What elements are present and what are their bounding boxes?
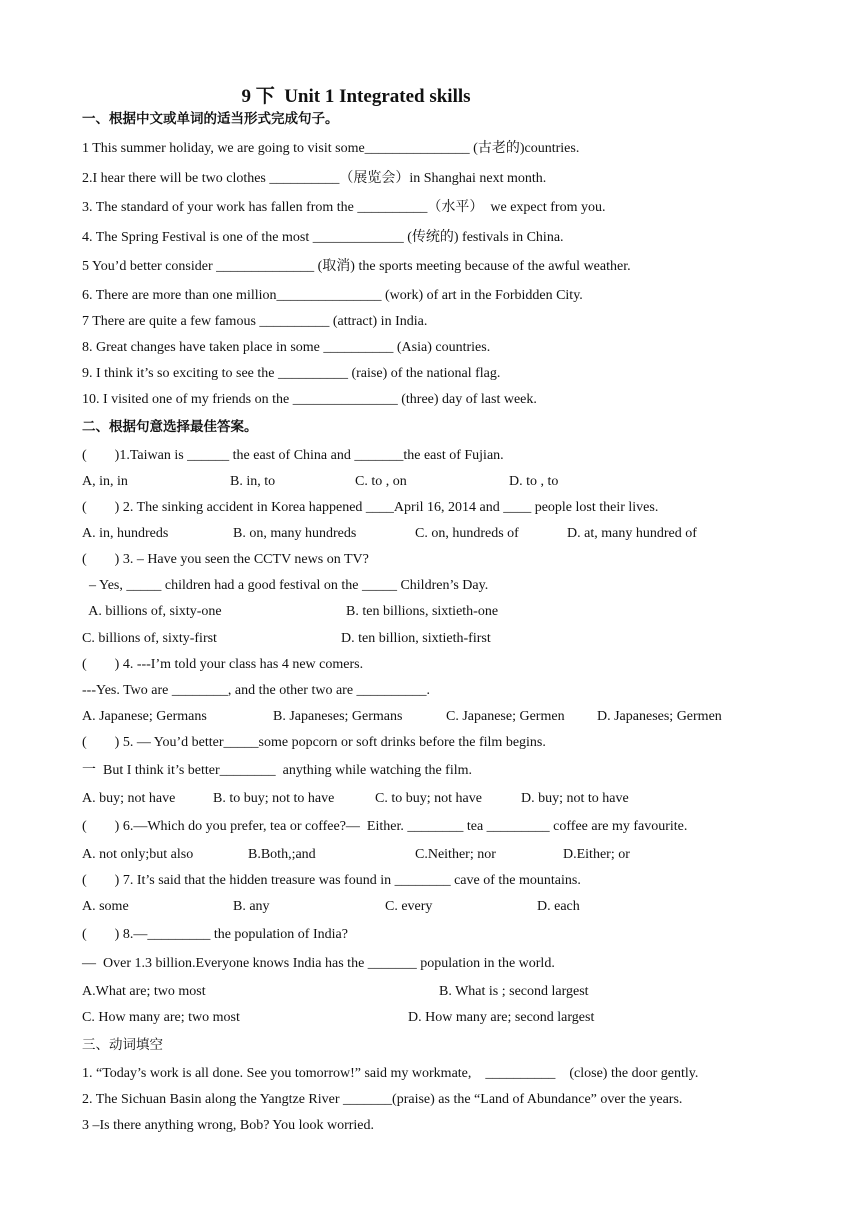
- q1-option-a: A, in, in: [82, 474, 128, 489]
- q5-option-b: B. to buy; not to have: [213, 791, 335, 806]
- q6-option-c: C.Neither; nor: [415, 847, 496, 862]
- q8-option-d: D. How many are; second largest: [408, 1010, 595, 1025]
- s1-item-2: 2.I hear there will be two clothes __________（展览会）in Shanghai next month.: [82, 171, 547, 186]
- q4-stem-reply: ---Yes. Two are ________, and the other two are __________.: [82, 683, 431, 698]
- s1-item-9: 9. I think it’s so exciting to see the __________ (raise) of the national flag.: [82, 366, 501, 381]
- q3-option-b: B. ten billions, sixtieth-one: [346, 604, 499, 619]
- page-title: 9 下 Unit 1 Integrated skills: [241, 86, 471, 107]
- q3-stem-reply: – Yes, _____ children had a good festival on the _____ Children’s Day.: [82, 578, 489, 593]
- q5-option-c: C. to buy; not have: [375, 791, 482, 806]
- s1-item-6: 6. There are more than one million_______________ (work) of art in the Forbidden City.: [82, 288, 583, 303]
- s3-item-2: 2. The Sichuan Basin along the Yangtze River _______(praise) as the “Land of Abundance” over the years.: [82, 1092, 683, 1107]
- q7-option-b: B. any: [233, 899, 270, 914]
- q2-stem: ( ) 2. The sinking accident in Korea happened ____April 16, 2014 and ____ people lost their lives.: [82, 500, 659, 515]
- s1-item-1: 1 This summer holiday, we are going to visit some_______________ (古老的)countries.: [82, 141, 580, 156]
- s3-item-1: 1. “Today’s work is all done. See you tomorrow!” said my workmate, __________ (close) the door gently.: [82, 1066, 699, 1081]
- section1-heading: 一、根据中文或单词的适当形式完成句子。: [82, 111, 339, 127]
- q4-stem: ( ) 4. ---I’m told your class has 4 new comers.: [82, 657, 364, 672]
- s1-item-10: 10. I visited one of my friends on the _______________ (three) day of last week.: [82, 392, 537, 407]
- q7-option-c: C. every: [385, 899, 433, 914]
- q1-option-c: C. to , on: [355, 474, 407, 489]
- q8-option-c: C. How many are; two most: [82, 1010, 240, 1025]
- section2-heading: 二、根据句意选择最佳答案。: [82, 419, 258, 435]
- q2-option-a: A. in, hundreds: [82, 526, 169, 541]
- q2-option-c: C. on, hundreds of: [415, 526, 519, 541]
- q7-option-d: D. each: [537, 899, 580, 914]
- q1-option-b: B. in, to: [230, 474, 276, 489]
- q4-option-b: B. Japaneses; Germans: [273, 709, 403, 724]
- q4-option-a: A. Japanese; Germans: [82, 709, 207, 724]
- q7-option-a: A. some: [82, 899, 129, 914]
- s1-item-5: 5 You’d better consider ______________ (取消) the sports meeting because of the awful weather.: [82, 259, 631, 274]
- q1-option-d: D. to , to: [509, 474, 559, 489]
- q5-stem-reply: 一 But I think it’s better________ anything while watching the film.: [82, 763, 473, 778]
- section3-heading: 三、动词填空: [82, 1037, 163, 1053]
- q8-stem: ( ) 8.—_________ the population of India?: [82, 927, 348, 942]
- q2-option-d: D. at, many hundred of: [567, 526, 697, 541]
- q5-option-a: A. buy; not have: [82, 791, 176, 806]
- q8-option-b: B. What is ; second largest: [439, 984, 589, 999]
- q5-option-d: D. buy; not to have: [521, 791, 629, 806]
- q4-option-d: D. Japaneses; Germen: [597, 709, 722, 724]
- s1-item-8: 8. Great changes have taken place in some __________ (Asia) countries.: [82, 340, 491, 355]
- q3-option-a: A. billions of, sixty-one: [82, 604, 222, 619]
- q6-option-b: B.Both,;and: [248, 847, 316, 862]
- s1-item-7: 7 There are quite a few famous __________ (attract) in India.: [82, 314, 428, 329]
- q5-stem: ( ) 5. — You’d better_____some popcorn or soft drinks before the film begins.: [82, 735, 546, 750]
- q8-stem-reply: — Over 1.3 billion.Everyone knows India has the _______ population in the world.: [82, 956, 555, 971]
- q4-option-c: C. Japanese; Germen: [446, 709, 565, 724]
- q7-stem: ( ) 7. It’s said that the hidden treasure was found in ________ cave of the mountains.: [82, 873, 581, 888]
- s3-item-3: 3 –Is there anything wrong, Bob? You look worried.: [82, 1118, 375, 1133]
- s1-item-4: 4. The Spring Festival is one of the most _____________ (传统的) festivals in China.: [82, 230, 564, 245]
- q6-stem: ( ) 6.—Which do you prefer, tea or coffee?— Either. ________ tea _________ coffee are my favourite.: [82, 819, 688, 834]
- s1-item-3: 3. The standard of your work has fallen from the __________（水平） we expect from you.: [82, 200, 606, 215]
- q3-option-c: C. billions of, sixty-first: [82, 631, 217, 646]
- q1-stem: ( )1.Taiwan is ______ the east of China and _______the east of Fujian.: [82, 448, 504, 463]
- q2-option-b: B. on, many hundreds: [233, 526, 357, 541]
- q8-option-a: A.What are; two most: [82, 984, 206, 999]
- q6-option-d: D.Either; or: [563, 847, 630, 862]
- q3-stem: ( ) 3. – Have you seen the CCTV news on TV?: [82, 552, 369, 567]
- q3-option-d: D. ten billion, sixtieth-first: [341, 631, 491, 646]
- q6-option-a: A. not only;but also: [82, 847, 194, 862]
